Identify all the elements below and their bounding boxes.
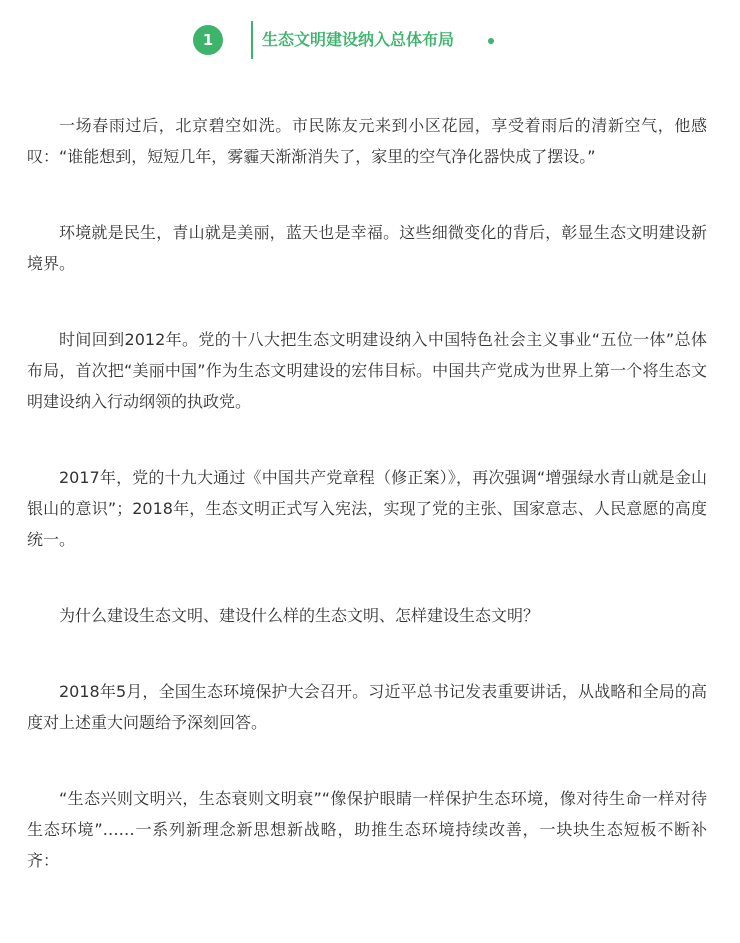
paragraph-6: 2018年5月，全国生态环境保护大会召开。习近平总书记发表重要讲话，从战略和全局的高度对上述重大问题给予深刻回答。 [27,682,707,732]
paragraph-2: 环境就是民生，青山就是美丽，蓝天也是幸福。这些细微变化的背后，彰显生态文明建设新境界。 [27,223,707,273]
title-dot-icon [488,38,494,44]
paragraph-5: 为什么建设生态文明、建设什么样的生态文明、怎样建设生态文明？ [59,606,540,625]
paragraph-3: 时间回到2012年。党的十八大把生态文明建设纳入中国特色社会主义事业“五位一体”总体布局，首次把“美丽中国”作为生态文明建设的宏伟目标。中国共产党成为世界上第一个将生态文明建设纳入行动纲领的执政党。 [27,330,707,411]
paragraph-1: 一场春雨过后，北京碧空如洗。市民陈友元来到小区花园，享受着雨后的清新空气，他感叹：“谁能想到，短短几年，雾霾天渐渐消失了，家里的空气净化器快成了摆设。” [27,116,707,166]
paragraph-7: “生态兴则文明兴，生态衰则文明衰”“像保护眼睛一样保护生态环境，像对待生命一样对待生态环境”……一系列新理念新思想新战略，助推生态环境持续改善，一块块生态短板不断补齐： [27,789,707,870]
section-number-badge: 1 [193,25,223,55]
article-body [27,110,707,921]
section-title: 生态文明建设纳入总体布局 [262,30,455,49]
header-divider [251,21,253,59]
paragraph-4: 2017年，党的十九大通过《中国共产党章程（修正案）》，再次强调“增强绿水青山就是金山银山的意识”；2018年，生态文明正式写入宪法，实现了党的主张、国家意志、人民意愿的高度统一。 [27,468,707,549]
section-header [0,20,740,62]
